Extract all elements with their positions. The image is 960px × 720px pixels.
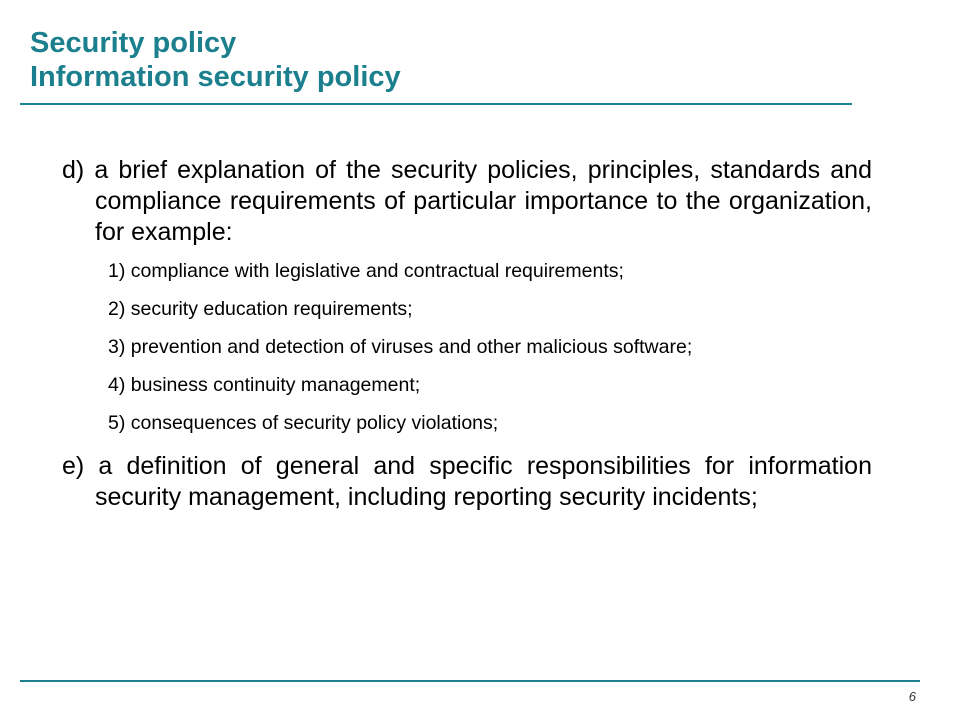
sub-item-5: 5) consequences of security policy violations;: [108, 412, 499, 434]
title-underline: [20, 103, 852, 105]
item-e-text: e) a definition of general and specific responsibilities for information security management, including reporting security incidents;: [62, 452, 872, 511]
sub-item-3: 3) prevention and detection of viruses and other malicious software;: [108, 336, 693, 358]
item-d-sublist: [62, 258, 872, 437]
item-d-text: d) a brief explanation of the security policies, principles, standards and compliance requirements of particular importance to the organization, for example:: [62, 156, 872, 246]
sub-item-2: 2) security education requirements;: [108, 298, 413, 320]
footer-rule: [20, 680, 920, 682]
sub-item-1: 1) compliance with legislative and contractual requirements;: [108, 260, 624, 282]
slide-body: [62, 155, 872, 513]
page-number: 6: [908, 689, 916, 704]
title-line-1: Security policy: [30, 27, 237, 59]
sub-item-4: 4) business continuity management;: [108, 374, 421, 396]
slide-title: [30, 26, 870, 94]
title-line-2: Information security policy: [30, 61, 401, 93]
